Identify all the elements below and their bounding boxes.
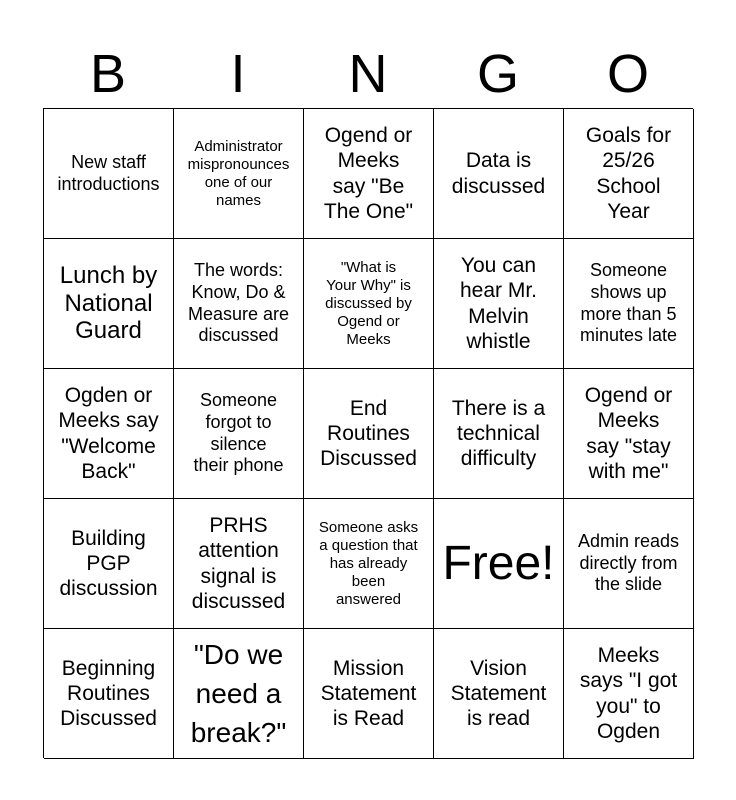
bingo-cell-r3-c5[interactable]: Ogend or Meeks say "stay with me" [564,369,694,499]
bingo-cell-r1-c1[interactable]: New staff introductions [44,109,174,239]
bingo-cell-r5-c4[interactable]: Vision Statement is read [434,629,564,759]
header-letter-n: N [348,44,388,104]
bingo-cell-r2-c2[interactable]: The words: Know, Do & Measure are discussed [174,239,304,369]
bingo-cell-r4-c5[interactable]: Admin reads directly from the slide [564,499,694,629]
bingo-cell-r5-c1[interactable]: Beginning Routines Discussed [44,629,174,759]
bingo-header [43,40,693,108]
bingo-cell-r1-c2[interactable]: Administrator mispronounces one of our names [174,109,304,239]
header-letter-o: O [606,44,649,104]
bingo-cell-r3-c1[interactable]: Ogden or Meeks say "Welcome Back" [44,369,174,499]
bingo-cell-r3-c2[interactable]: Someone forgot to silence their phone [174,369,304,499]
bingo-cell-r5-c3[interactable]: Mission Statement is Read [304,629,434,759]
bingo-cell-r5-c5[interactable]: Meeks says "I got you" to Ogden [564,629,694,759]
header-letter-i: I [230,44,246,104]
bingo-cell-r1-c4[interactable]: Data is discussed [434,109,564,239]
bingo-board [43,108,693,758]
bingo-cell-r2-c1[interactable]: Lunch by National Guard [44,239,174,369]
bingo-cell-r2-c5[interactable]: Someone shows up more than 5 minutes late [564,239,694,369]
bingo-cell-r3-c3[interactable]: End Routines Discussed [304,369,434,499]
bingo-cell-r4-c1[interactable]: Building PGP discussion [44,499,174,629]
header-letter-b: B [89,44,127,104]
free-space-cell[interactable]: Free! [434,499,564,629]
bingo-cell-r4-c2[interactable]: PRHS attention signal is discussed [174,499,304,629]
bingo-cell-r2-c3[interactable]: "What is Your Why" is discussed by Ogend or Meeks [304,239,434,369]
bingo-cell-r4-c3[interactable]: Someone asks a question that has already been answered [304,499,434,629]
bingo-cell-r1-c5[interactable]: Goals for 25/26 School Year [564,109,694,239]
bingo-cell-r2-c4[interactable]: You can hear Mr. Melvin whistle [434,239,564,369]
bingo-cell-r3-c4[interactable]: There is a technical difficulty [434,369,564,499]
bingo-cell-r1-c3[interactable]: Ogend or Meeks say "Be The One" [304,109,434,239]
bingo-cell-r5-c2[interactable]: "Do we need a break?" [174,629,304,759]
header-letter-g: G [476,44,519,104]
